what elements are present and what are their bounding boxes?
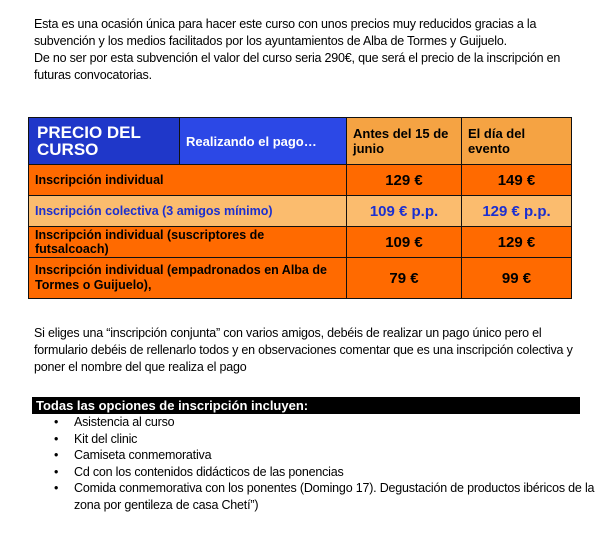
table-row [29, 165, 572, 196]
list-item: • Asistencia al curso [74, 414, 600, 431]
table-row [29, 227, 572, 258]
header-payment: Realizando el pago… [180, 118, 347, 165]
list-item: • Kit del clinic [74, 431, 600, 448]
row-label: Inscripción individual (suscriptores de futsalcoach) [29, 227, 347, 258]
header-event-day: El día del evento [462, 118, 572, 165]
includes-title: Todas las opciones de inscripción incluyen: [32, 397, 580, 414]
row-price-event: 99 € [462, 258, 572, 299]
header-before-date: Antes del 15 de junio [347, 118, 462, 165]
row-price-event: 129 € [462, 227, 572, 258]
price-table-header [29, 118, 572, 165]
table-row [29, 196, 572, 227]
intro-paragraph-1: Esta es una ocasión única para hacer este curso con unos precios muy reducidos gracias a la subvención y los medios facilitados por los ayuntamientos de Alba de Tormes y Guijuelo. [34, 17, 537, 48]
row-price-before: 109 € [347, 227, 462, 258]
row-price-event: 129 € p.p. [462, 196, 572, 227]
row-price-before: 79 € [347, 258, 462, 299]
intro-paragraph-2: De no ser por esta subvención el valor del curso seria 290€, que será el precio de la inscripción en futuras convocatorias. [34, 51, 561, 82]
price-table [28, 117, 572, 299]
row-price-event: 149 € [462, 165, 572, 196]
row-price-before: 129 € [347, 165, 462, 196]
table-row [29, 258, 572, 299]
list-item: • Comida conmemorativa con los ponentes (Domingo 17). Degustación de productos ibéricos de la zona por gentileza de casa Chetí”) [74, 480, 600, 513]
intro-text [34, 16, 582, 84]
row-label: Inscripción colectiva (3 amigos mínimo) [29, 196, 347, 227]
list-item: • Cd con los contenidos didácticos de las ponencias [74, 464, 600, 481]
group-registration-note: Si eliges una “inscripción conjunta” con varios amigos, debéis de realizar un pago único pero el formulario debéis de rellenarlo todos y en observaciones comentar que es una inscripción colectiva y poner el nombre del que realiza el pago [34, 326, 573, 374]
row-label: Inscripción individual [29, 165, 347, 196]
header-course-price: PRECIO DEL CURSO [29, 118, 180, 165]
row-price-before: 109 € p.p. [347, 196, 462, 227]
includes-list [28, 414, 600, 513]
list-item: • Camiseta conmemorativa [74, 447, 600, 464]
row-label: Inscripción individual (empadronados en Alba de Tormes o Guijuelo), [29, 258, 347, 299]
